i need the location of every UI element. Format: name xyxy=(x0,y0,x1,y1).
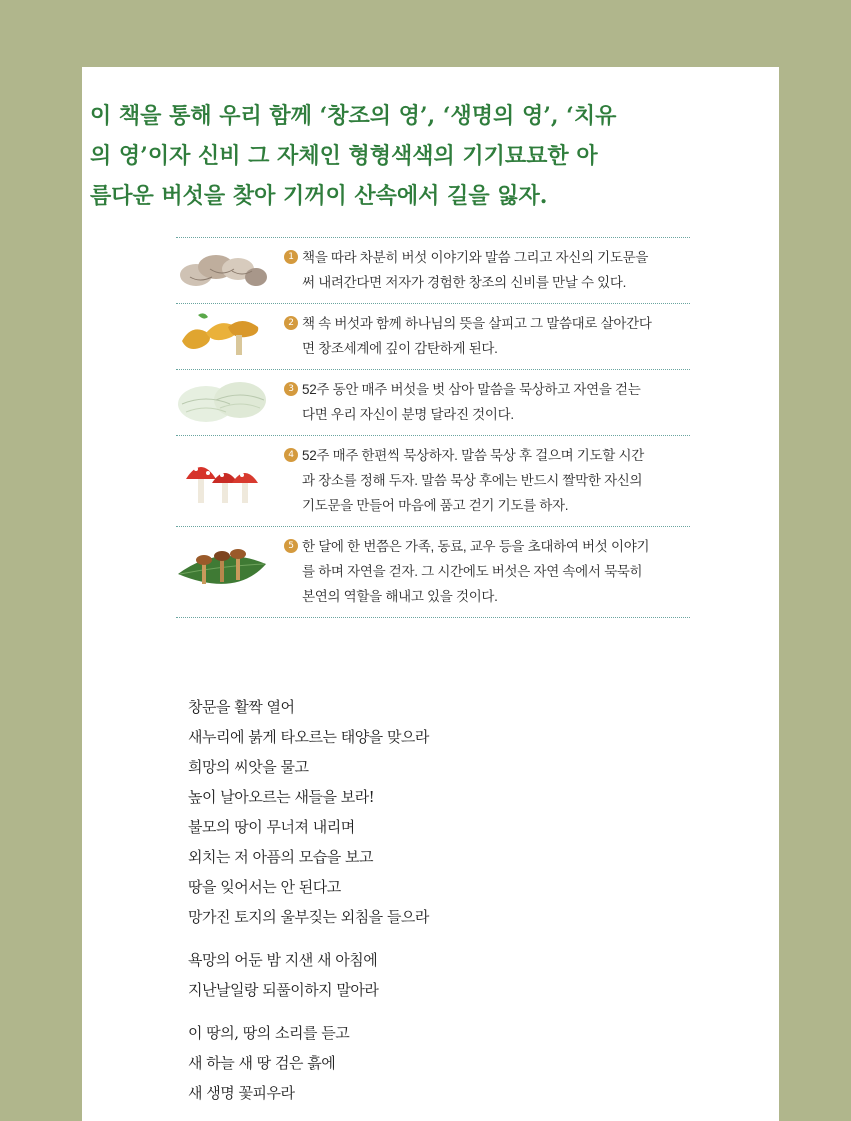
poem-line: 높이 날아오르는 새들을 보라! xyxy=(188,788,375,806)
item-text-line: 써 내려간다면 저자가 경험한 창조의 신비를 만날 수 있다. xyxy=(302,275,627,290)
number-badge: 2 xyxy=(284,316,298,330)
item-text-line: 책 속 버섯과 함께 하나님의 뜻을 살피고 그 말씀대로 살아간다 xyxy=(302,316,652,331)
number-badge: 3 xyxy=(284,382,298,396)
item-text-line: 책을 따라 차분히 버섯 이야기와 말씀 그리고 자신의 기도문을 xyxy=(302,250,649,265)
item-text-line: 기도문을 만들어 마음에 품고 걷기 기도를 하자. xyxy=(302,498,569,513)
white-shelf-mushroom-icon xyxy=(176,370,276,435)
chanterelle-mushroom-icon xyxy=(176,304,276,369)
oyster-mushroom-icon xyxy=(176,238,276,303)
list-item xyxy=(176,370,690,435)
poem-line: 지난날일랑 되풀이하지 말아라 xyxy=(188,981,379,999)
list-item xyxy=(176,436,690,526)
headline-line: 의 영’이자 신비 그 자체인 형형색색의 기기묘묘한 아 xyxy=(90,143,598,169)
headline-line: 름다운 버섯을 찾아 기꺼이 산속에서 길을 잃자. xyxy=(90,183,548,209)
poem-line: 이 땅의, 땅의 소리를 듣고 xyxy=(188,1024,350,1042)
item-text-line: 면 창조세계에 깊이 감탄하게 된다. xyxy=(302,341,498,356)
item-text-line: 본연의 역할을 해내고 있을 것이다. xyxy=(302,589,498,604)
poem-line: 희망의 씨앗을 물고 xyxy=(188,758,309,776)
fly-agaric-mushroom-icon xyxy=(176,436,276,526)
item-text-line: 52주 매주 한편씩 묵상하자. 말씀 묵상 후 걸으며 기도할 시간 xyxy=(302,448,644,463)
poem-line: 새누리에 붉게 타오르는 태양을 맞으라 xyxy=(188,728,429,746)
divider xyxy=(176,617,690,618)
poem-line: 불모의 땅이 무너져 내리며 xyxy=(188,818,355,836)
item-text-line: 한 달에 한 번쯤은 가족, 동료, 교우 등을 초대하여 버섯 이야기 xyxy=(302,539,650,554)
poem-stanza xyxy=(188,1018,608,1108)
feature-list xyxy=(176,237,690,618)
poem-line: 창문을 활짝 열어 xyxy=(188,698,295,716)
poem-stanza xyxy=(188,692,608,932)
item-text-line: 를 하며 자연을 걷자. 그 시간에도 버섯은 자연 속에서 묵묵히 xyxy=(302,564,643,579)
mushrooms-on-leaf-icon xyxy=(176,527,276,617)
poem-line: 망가진 토지의 울부짖는 외침을 들으라 xyxy=(188,908,429,926)
poem-stanza xyxy=(188,945,608,1005)
list-item xyxy=(176,304,690,369)
poem-line: 욕망의 어둔 밤 지샌 새 아침에 xyxy=(188,951,378,969)
item-text-line: 과 장소를 정해 두자. 말씀 묵상 후에는 반드시 짤막한 자신의 xyxy=(302,473,643,488)
item-text-line: 52주 동안 매주 버섯을 벗 삼아 말씀을 묵상하고 자연을 걷는 xyxy=(302,382,641,397)
number-badge: 5 xyxy=(284,539,298,553)
number-badge: 1 xyxy=(284,250,298,264)
poem xyxy=(188,692,608,1121)
number-badge: 4 xyxy=(284,448,298,462)
headline-line: 이 책을 통해 우리 함께 ‘창조의 영’, ‘생명의 영’, ‘치유 xyxy=(90,103,617,129)
poem-line: 새 생명 꽃피우라 xyxy=(188,1084,295,1102)
list-item xyxy=(176,238,690,303)
list-item xyxy=(176,527,690,617)
headline xyxy=(90,96,710,216)
poem-line: 외치는 저 아픔의 모습을 보고 xyxy=(188,848,373,866)
item-text-line: 다면 우리 자신이 분명 달라진 것이다. xyxy=(302,407,514,422)
poem-line: 새 하늘 새 땅 검은 흙에 xyxy=(188,1054,336,1072)
poem-line: 땅을 잊어서는 안 된다고 xyxy=(188,878,341,896)
